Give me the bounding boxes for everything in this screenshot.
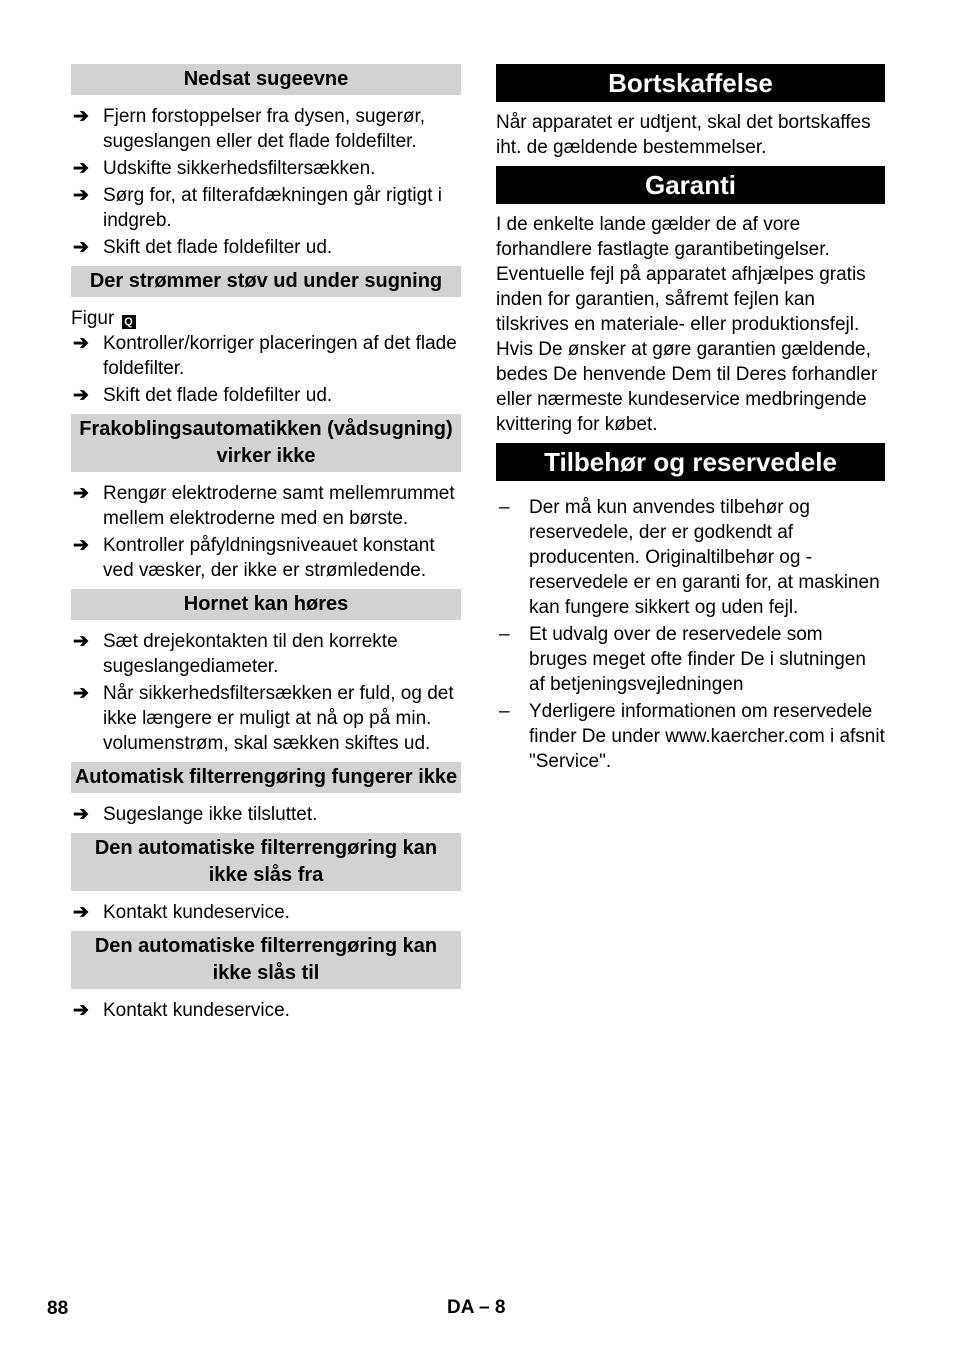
- list-item: ➔ Sørg for, at filterafdækningen går rigtigt i indgreb.: [73, 185, 442, 231]
- section-horn: [71, 589, 461, 756]
- list-item: ➔ Kontroller påfyldningsniveauet konstant ved væsker, der ikke er strømledende.: [73, 535, 435, 581]
- section-disposal: [496, 64, 885, 160]
- arrow-right-icon: ➔: [73, 158, 89, 179]
- list-item: ➔ Fjern forstoppelser fra dysen, sugerør, sugeslangen eller det flade foldefilter.: [73, 106, 426, 152]
- arrow-right-icon: ➔: [73, 106, 89, 127]
- arrow-right-icon: ➔: [73, 385, 89, 406]
- arrow-right-icon: ➔: [73, 902, 89, 923]
- section-heading: Frakoblingsautomatikken (vådsugning) virker ikke: [71, 414, 461, 472]
- list-item: ➔ Sugeslange ikke tilsluttet.: [73, 804, 318, 825]
- arrow-right-icon: ➔: [73, 185, 89, 206]
- list-item: ➔ Udskifte sikkerhedsfiltersækken.: [73, 158, 376, 179]
- section-cleaning-cannot-on: [71, 931, 461, 1023]
- right-column: [496, 64, 885, 776]
- figure-q-icon: Q: [122, 315, 136, 329]
- list-item: ➔ Kontakt kundeservice.: [73, 902, 290, 923]
- arrow-list: [71, 104, 461, 260]
- list-item: ➔ Kontakt kundeservice.: [73, 1000, 290, 1021]
- section-cleaning-cannot-off: [71, 833, 461, 925]
- section-heading: Nedsat sugeevne: [71, 64, 461, 95]
- list-item: ➔ Skift det flade foldefilter ud.: [73, 385, 333, 406]
- page-number: 88: [47, 1298, 69, 1319]
- section-reduced-suction: [71, 64, 461, 260]
- section-heading: Tilbehør og reservedele: [496, 443, 885, 481]
- dash-list: [496, 495, 885, 774]
- list-item: – Yderligere informationen om reservedele finder De under www.kaercher.com i afsnit "Service".: [499, 701, 885, 772]
- section-auto-shutoff: [71, 414, 461, 583]
- list-item: ➔ Skift det flade foldefilter ud.: [73, 237, 333, 258]
- arrow-right-icon: ➔: [73, 1000, 89, 1021]
- section-heading: Der strømmer støv ud under sugning: [71, 266, 461, 297]
- list-item: ➔ Kontroller/korriger placeringen af det flade foldefilter.: [73, 333, 457, 379]
- arrow-right-icon: ➔: [73, 535, 89, 556]
- arrow-list: [71, 900, 461, 925]
- list-item: – Der må kun anvendes tilbehør og reservedele, der er godkendt af producenten. Originaltilbehør og -reservedele er en garanti for, at maskinen kan fungere sikkert og uden fejl.: [499, 497, 880, 618]
- section-heading: Bortskaffelse: [496, 64, 885, 102]
- dash-bullet: –: [499, 624, 510, 645]
- section-heading: Den automatiske filterrengøring kan ikke slås fra: [71, 833, 461, 891]
- section-auto-filter-cleaning: [71, 762, 461, 827]
- arrow-right-icon: ➔: [73, 483, 89, 504]
- arrow-right-icon: ➔: [73, 631, 89, 652]
- arrow-right-icon: ➔: [73, 237, 89, 258]
- section-code: DA – 8: [447, 1297, 506, 1318]
- arrow-list: [71, 629, 461, 756]
- section-heading: Automatisk filterrengøring fungerer ikke: [71, 762, 461, 793]
- dash-bullet: –: [499, 497, 510, 518]
- arrow-list: [71, 802, 461, 827]
- arrow-right-icon: ➔: [73, 333, 89, 354]
- section-heading: Hornet kan høres: [71, 589, 461, 620]
- arrow-right-icon: ➔: [73, 683, 89, 704]
- figure-reference: Figur Q: [71, 306, 461, 331]
- list-item: ➔ Sæt drejekontakten til den korrekte sugeslangediameter.: [73, 631, 398, 677]
- dash-bullet: –: [499, 701, 510, 722]
- section-warranty: [496, 166, 885, 437]
- warranty-text: I de enkelte lande gælder de af vore forhandlere fastlagte garantibetingelser. Eventuelle fejl på apparatet afhjælpes gratis inden for garantien, såfremt fejlen kan tilskrives en materiale- eller produktionsfejl. Hvis De ønsker at gøre garantien gældende, bedes De henvende Dem til Deres forhandler eller nærmeste kundeservice medbringende kvittering for købet.: [496, 214, 878, 435]
- section-heading: Den automatiske filterrengøring kan ikke slås til: [71, 931, 461, 989]
- arrow-list: [71, 481, 461, 583]
- disposal-text: Når apparatet er udtjent, skal det bortskaffes iht. de gældende bestemmelser.: [496, 112, 871, 158]
- list-item: – Et udvalg over de reservedele som bruges meget ofte finder De i slutningen af betjeningsvejledningen: [499, 624, 866, 695]
- section-accessories: [496, 443, 885, 774]
- list-item: ➔ Rengør elektroderne samt mellemrummet mellem elektroderne med en børste.: [73, 483, 455, 529]
- left-column: [71, 64, 461, 1029]
- section-heading: Garanti: [496, 166, 885, 204]
- section-dust-escapes: [71, 266, 461, 408]
- arrow-list: [71, 998, 461, 1023]
- arrow-list: [71, 331, 461, 408]
- arrow-right-icon: ➔: [73, 804, 89, 825]
- list-item: ➔ Når sikkerhedsfiltersækken er fuld, og det ikke længere er muligt at nå op på min. volumenstrøm, skal sækken skiftes ud.: [73, 683, 454, 754]
